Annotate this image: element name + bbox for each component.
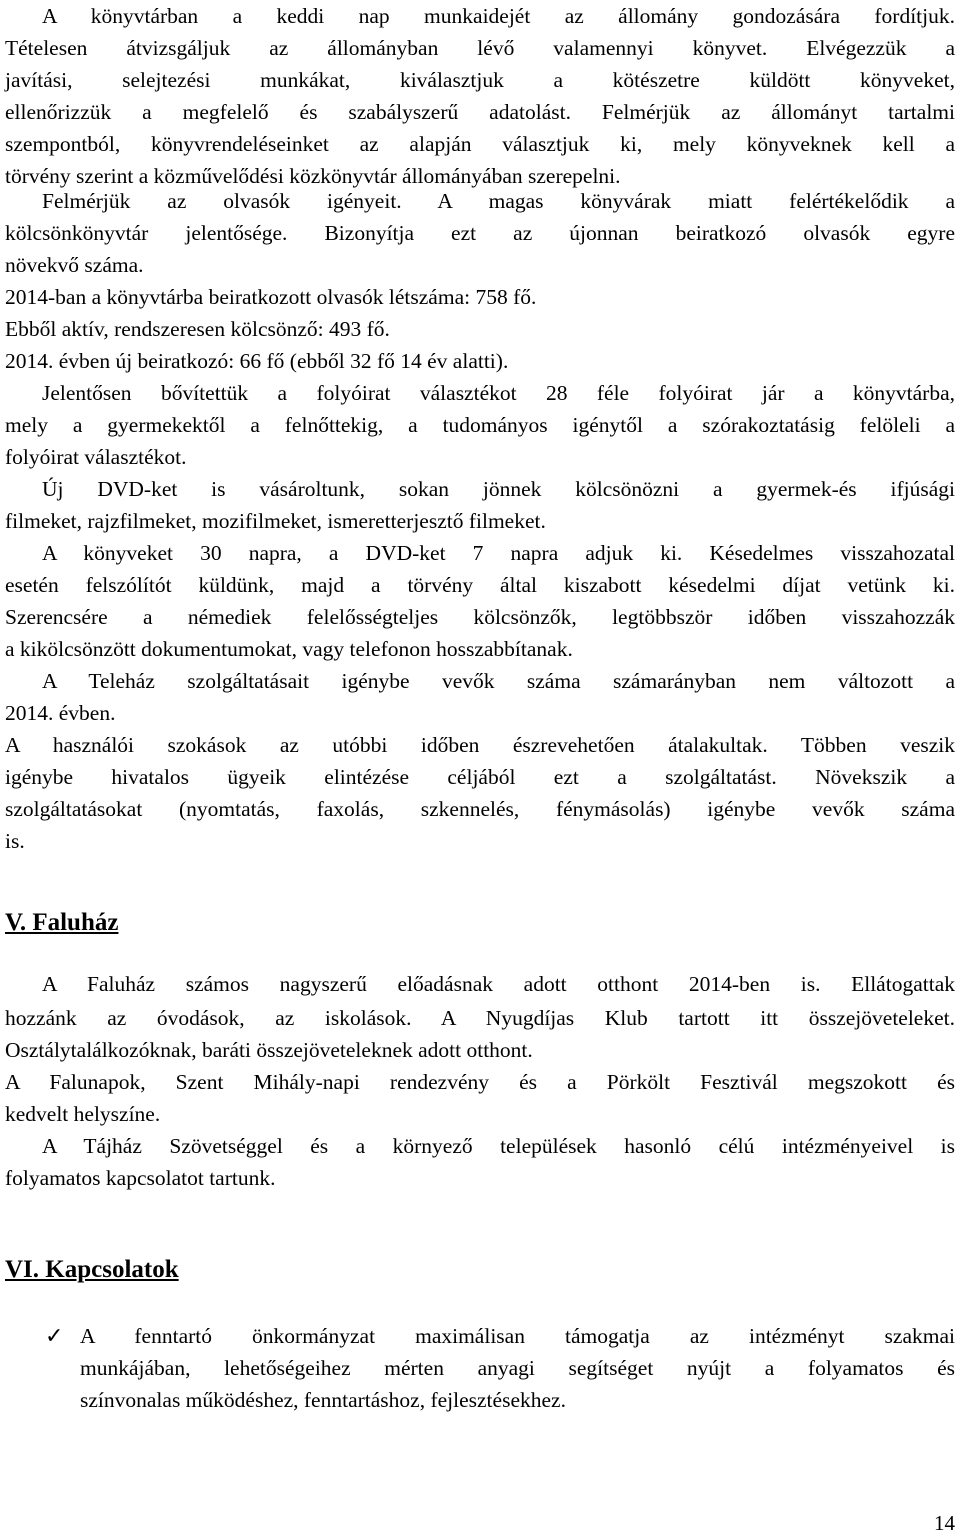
text-line: növekvő száma. bbox=[5, 253, 144, 277]
text-line: kedvelt helyszíne. bbox=[5, 1102, 161, 1126]
text-line: mely a gyermekektől a felnőttekig, a tudományos igénytől a szórakoztatásig felöleli a bbox=[5, 413, 955, 437]
text-line: hozzánk az óvodások, az iskolások. A Nyugdíjas Klub tartott itt összejöveteleket. bbox=[5, 1006, 955, 1030]
text-line: is. bbox=[5, 829, 25, 853]
text-line: szolgáltatásokat (nyomtatás, faxolás, szkennelés, fénymásolás) igénybe vevők száma bbox=[5, 797, 955, 821]
text-line: ellenőrizzük a megfelelő és szabályszerű adatolást. Felmérjük az állományt tartalmi bbox=[5, 100, 955, 124]
bullet-line: színvonalas működéshez, fenntartáshoz, fejlesztésekhez. bbox=[80, 1388, 566, 1412]
bullet-line: munkájában, lehetőségeihez mérten anyagi segítséget nyújt a folyamatos és bbox=[80, 1356, 955, 1380]
text-line: A Teleház szolgáltatásait igénybe vevők száma számarányban nem változott a bbox=[42, 669, 955, 693]
text-line: A használói szokások az utóbbi időben észrevehetően átalakultak. Többen veszik bbox=[5, 733, 955, 757]
text-line: folyamatos kapcsolatot tartunk. bbox=[5, 1166, 276, 1190]
text-line: A könyvtárban a keddi nap munkaidejét az állomány gondozására fordítjuk. bbox=[42, 4, 955, 28]
text-line: kölcsönkönyvtár jelentősége. Bizonyítja ezt az újonnan beiratkozó olvasók egyre bbox=[5, 221, 955, 245]
text-line: 2014. évben új beiratkozó: 66 fő (ebből 32 fő 14 év alatti). bbox=[5, 349, 509, 373]
text-line: Ebből aktív, rendszeresen kölcsönző: 493 fő. bbox=[5, 317, 390, 341]
text-line: esetén felszólítót küldünk, majd a törvény által kiszabott késedelmi díjat vetünk ki. bbox=[5, 573, 955, 597]
text-line: javítási, selejtezési munkákat, kiválasztjuk a kötészetre küldött könyveket, bbox=[5, 68, 955, 92]
text-line: folyóirat választékot. bbox=[5, 445, 187, 469]
text-line: igénybe hivatalos ügyeik elintézése céljából ezt a szolgáltatást. Növekszik a bbox=[5, 765, 955, 789]
text-line: A könyveket 30 napra, a DVD-ket 7 napra adjuk ki. Késedelmes visszahozatal bbox=[42, 541, 955, 565]
text-line: 2014-ban a könyvtárba beiratkozott olvasók létszáma: 758 fő. bbox=[5, 285, 537, 309]
text-line: törvény szerint a közművelődési közkönyvtár állományában szerepelni. bbox=[5, 164, 621, 188]
text-line: Osztálytalálkozóknak, baráti összejöveteleknek adott otthont. bbox=[5, 1038, 533, 1062]
text-line: Szerencsére a némediek felelősségteljes kölcsönzők, legtöbbször időben visszahozzák bbox=[5, 605, 955, 629]
text-line: szempontból, könyvrendeléseinket az alapján választjuk ki, mely könyveknek kell a bbox=[5, 132, 955, 156]
text-line: a kikölcsönzött dokumentumokat, vagy telefonon hosszabbítanak. bbox=[5, 637, 573, 661]
text-line: Felmérjük az olvasók igényeit. A magas könyvárak miatt felértékelődik a bbox=[42, 189, 955, 213]
page-number: 14 bbox=[934, 1511, 955, 1535]
text-line: Új DVD-ket is vásároltunk, sokan jönnek kölcsönözni a gyermek-és ifjúsági bbox=[42, 477, 955, 501]
bullet-line: A fenntartó önkormányzat maximálisan támogatja az intézményt szakmai bbox=[80, 1324, 955, 1348]
section-heading: V. Faluház bbox=[5, 909, 119, 936]
section-heading: VI. Kapcsolatok bbox=[5, 1256, 179, 1283]
text-line: 2014. évben. bbox=[5, 701, 116, 725]
text-line: Jelentősen bővítettük a folyóirat választékot 28 féle folyóirat jár a könyvtárba, bbox=[42, 381, 955, 405]
text-line: Tételesen átvizsgáljuk az állományban lévő valamennyi könyvet. Elvégezzük a bbox=[5, 36, 955, 60]
text-line: A Falunapok, Szent Mihály-napi rendezvény és a Pörkölt Fesztivál megszokott és bbox=[5, 1070, 955, 1094]
text-line: A Faluház számos nagyszerű előadásnak adott otthont 2014-ben is. Ellátogattak bbox=[42, 972, 955, 996]
text-line: A Tájház Szövetséggel és a környező települések hasonló célú intézményeivel is bbox=[42, 1134, 955, 1158]
checkmark-icon: ✓ bbox=[45, 1323, 64, 1348]
text-line: filmeket, rajzfilmeket, mozifilmeket, ismeretterjesztő filmeket. bbox=[5, 509, 546, 533]
